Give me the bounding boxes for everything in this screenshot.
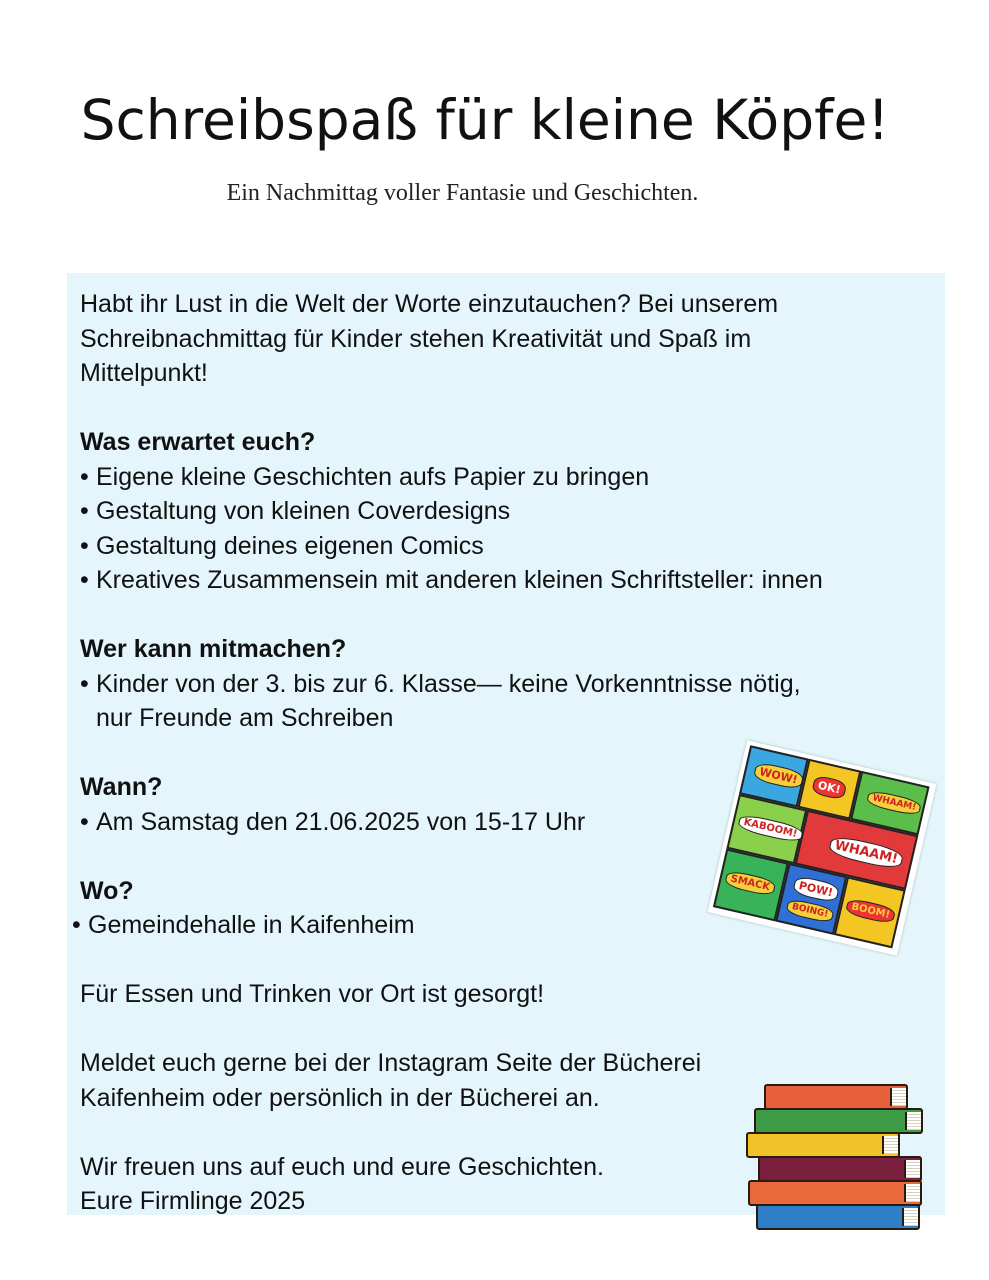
comic-word: KABOOM! bbox=[737, 813, 804, 844]
list-item: • Kreatives Zusammensein mit anderen kleinen Schriftsteller: innen bbox=[80, 563, 940, 598]
page-title: Schreibspaß für kleine Köpfe! bbox=[80, 88, 890, 152]
section-heading-when: Wann? bbox=[80, 773, 163, 801]
bullet-icon: • bbox=[80, 807, 89, 836]
section-heading-expect: Was erwartet euch? bbox=[80, 428, 316, 456]
signup-line: Meldet euch gerne bei der Instagram Seite der Bücherei bbox=[80, 1049, 702, 1077]
list-item: • Eigene kleine Geschichten aufs Papier zu bringen bbox=[80, 460, 940, 495]
book-icon bbox=[746, 1132, 900, 1158]
food-note: Für Essen und Trinken vor Ort ist gesorgt! bbox=[80, 980, 545, 1008]
list-item: • Am Samstag den 21.06.2025 von 15-17 Uhr bbox=[80, 805, 940, 840]
comic-panel bbox=[834, 876, 906, 948]
comic-word: POW! bbox=[792, 875, 840, 904]
comic-word: WOW! bbox=[753, 761, 805, 790]
signup-line: Kaifenheim oder persönlich in der Bücherei an. bbox=[80, 1083, 600, 1112]
bullet-icon: • bbox=[80, 669, 89, 698]
page-subtitle: Ein Nachmittag voller Fantasie und Geschichten. bbox=[226, 180, 699, 206]
bullet-icon: • bbox=[80, 462, 89, 491]
list-item-continuation: nur Freunde am Schreiben bbox=[96, 704, 394, 732]
bullet-icon: • bbox=[80, 566, 89, 594]
list-item: • Gestaltung deines eigenen Comics bbox=[80, 529, 940, 564]
bullet-icon: • bbox=[72, 911, 81, 939]
comic-word: BOOM! bbox=[845, 897, 897, 925]
book-stack-illustration bbox=[742, 1080, 927, 1240]
comic-word: WHAAM! bbox=[828, 834, 905, 871]
section-heading-where: Wo? bbox=[80, 876, 134, 905]
intro-line: Schreibnachmittag für Kinder stehen Kreativität und Spaß im bbox=[80, 324, 752, 353]
book-icon bbox=[756, 1204, 920, 1230]
comic-word: BOING! bbox=[785, 898, 834, 924]
bullet-icon: • bbox=[80, 531, 89, 560]
intro-line: Mittelpunkt! bbox=[80, 359, 208, 387]
closing-line: Wir freuen uns auf euch und eure Geschichten. bbox=[80, 1152, 604, 1181]
signature: Eure Firmlinge 2025 bbox=[80, 1187, 306, 1215]
comic-word: WHAAM! bbox=[866, 789, 923, 817]
list-item: • Gestaltung von kleinen Coverdesigns bbox=[80, 494, 940, 529]
comic-word: OK! bbox=[811, 775, 847, 801]
section-heading-who: Wer kann mitmachen? bbox=[80, 635, 347, 663]
list-item: • Gemeindehalle in Kaifenheim bbox=[80, 908, 940, 943]
list-item: • Kinder von der 3. bis zur 6. Klasse— keine Vorkenntnisse nötig, bbox=[80, 667, 940, 702]
intro-line: Habt ihr Lust in die Welt der Worte einzutauchen? Bei unserem bbox=[80, 290, 779, 318]
info-content bbox=[72, 287, 940, 1219]
comic-word: SMACK bbox=[724, 869, 777, 897]
book-icon bbox=[754, 1108, 923, 1134]
book-icon bbox=[758, 1156, 922, 1182]
book-icon bbox=[748, 1180, 922, 1206]
bullet-icon: • bbox=[80, 497, 89, 525]
book-icon bbox=[764, 1084, 908, 1110]
